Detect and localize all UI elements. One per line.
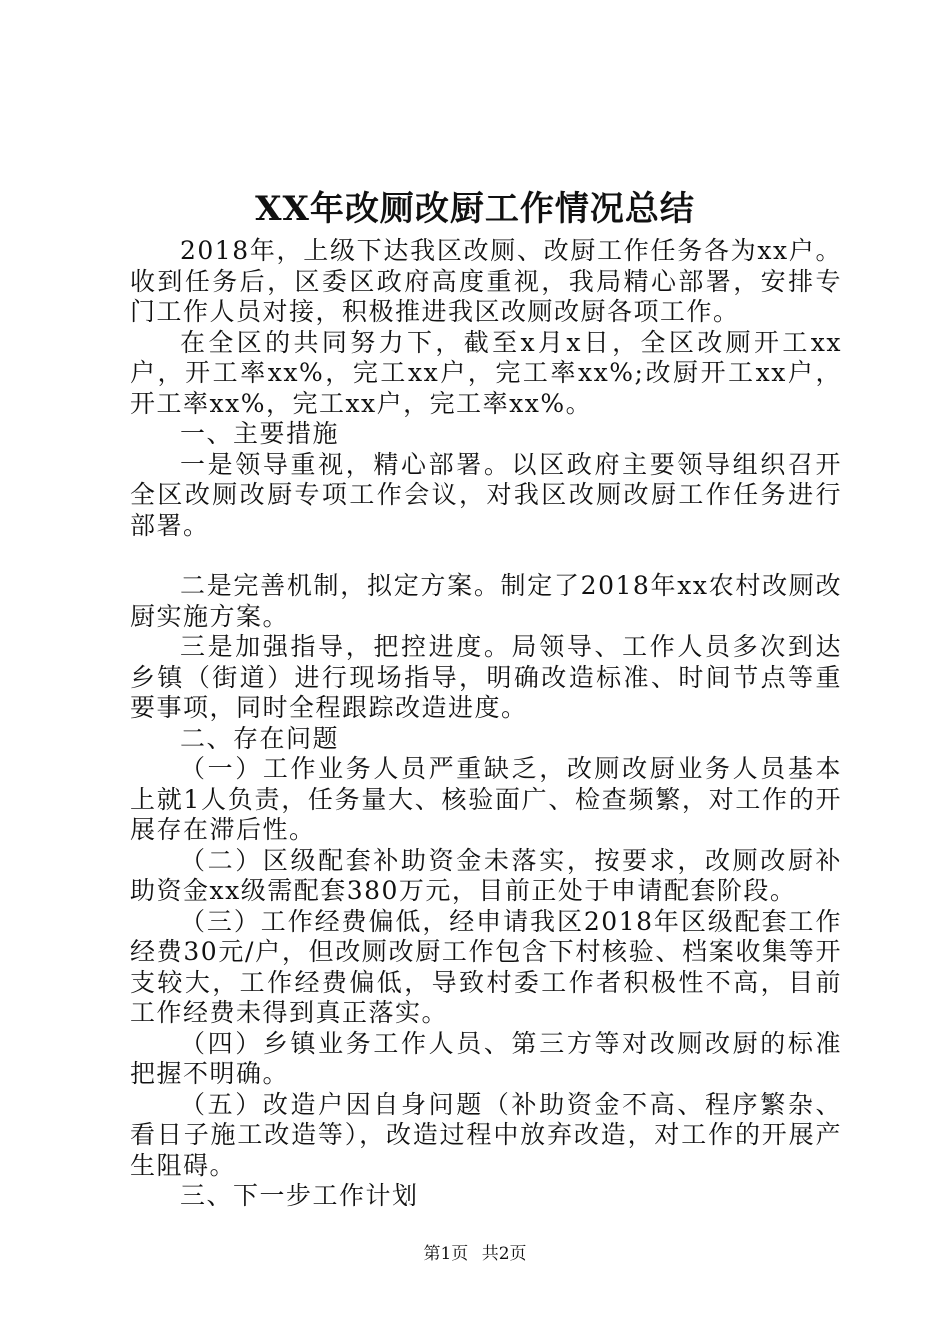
- section-heading-problems: 二、存在问题: [180, 723, 340, 753]
- paragraph-intro: 2018年，上级下达我区改厕、改厨工作任务各为xx户。收到任务后，区委区政府高度重视，我局精心部署，安排专门工作人员对接，积极推进我区改厕改厨各项工作。: [130, 236, 842, 326]
- paragraph-problem-2: （二）区级配套补助资金未落实，按要求，改厕改厨补助资金xx级需配套380万元，目前正处于申请配套阶段。: [130, 845, 842, 905]
- paragraph-progress: 在全区的共同努力下，截至x月x日，全区改厕开工xx户，开工率xx%，完工xx户，完工率xx%;改厨开工xx户，开工率xx%，完工xx户，完工率xx%。: [130, 327, 842, 418]
- page-total: 共2页: [481, 1244, 527, 1264]
- page-footer: [0, 1243, 950, 1265]
- page-number: 第1页: [423, 1244, 469, 1264]
- section-heading-plan: 三、下一步工作计划: [180, 1181, 419, 1210]
- paragraph-problem-3: （三）工作经费偏低，经申请我区2018年区级配套工作经费30元/户，但改厕改厨工作包含下村核验、档案收集等开支较大，工作经费偏低，导致村委工作者积极性不高，目前工作经费未得到真正落实。: [130, 906, 842, 1027]
- paragraph-problem-4: （四）乡镇业务工作人员、第三方等对改厕改厨的标准把握不明确。: [130, 1028, 842, 1088]
- paragraph-measure-2: 二是完善机制，拟定方案。制定了2018年xx农村改厕改厨实施方案。: [130, 571, 842, 631]
- document-title: XX年改厕改厨工作情况总结: [255, 189, 695, 229]
- paragraph-problem-5: （五）改造户因自身问题（补助资金不高、程序繁杂、看日子施工改造等），改造过程中放弃改造，对工作的开展产生阻碍。: [130, 1089, 842, 1180]
- paragraph-measure-3: 三是加强指导，把控进度。局领导、工作人员多次到达乡镇（街道）进行现场指导，明确改造标准、时间节点等重要事项，同时全程跟踪改造进度。: [130, 632, 842, 722]
- document-body: [130, 236, 842, 1212]
- section-heading-measures: 一、主要措施: [180, 419, 340, 448]
- paragraph-measure-1: 一是领导重视，精心部署。以区政府主要领导组织召开全区改厕改厨专项工作会议，对我区改厕改厨工作任务进行部署。: [130, 449, 842, 540]
- paragraph-problem-1: （一）工作业务人员严重缺乏，改厕改厨业务人员基本上就1人负责，任务量大、核验面广、检查频繁，对工作的开展存在滞后性。: [130, 754, 842, 844]
